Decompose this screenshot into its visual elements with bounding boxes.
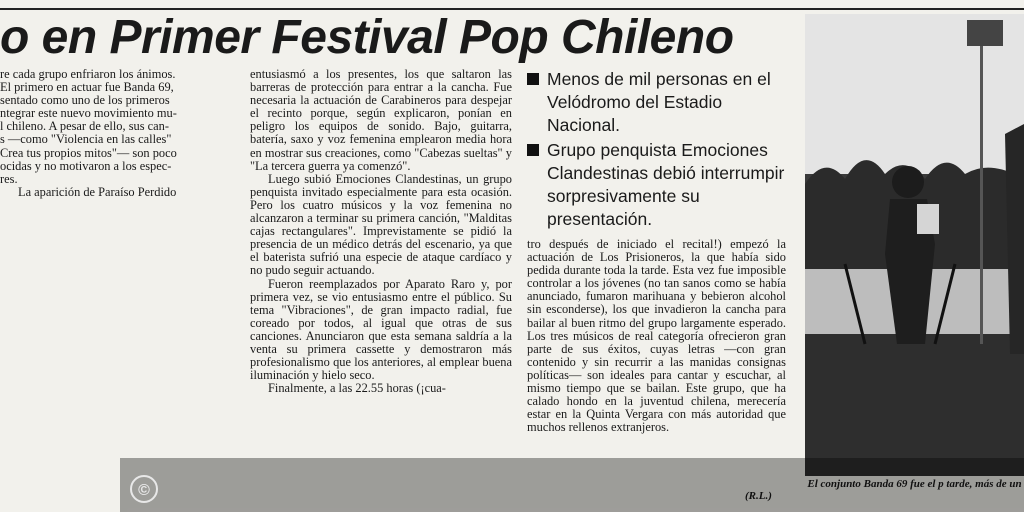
col1-line: s —como "Violencia en las calles" <box>0 132 172 147</box>
photo-illustration <box>805 14 1024 476</box>
col1-line: ntegrar este nuevo movimiento mu- <box>0 106 177 121</box>
copyright-icon: © <box>130 475 158 503</box>
bullet-square-icon <box>527 73 539 85</box>
concert-photo <box>805 14 1024 476</box>
paragraph: Fueron reemplazados por Aparato Raro y, por primera vez, se vio entusiasmo entre el público. Su tema "Vibraciones", de gran impacto radial, fue coreado por todos, al igual que otras de sus canciones. Anunciaron que esta semana saldría a la venta su primera cassette y demostraron más profesionalismo que los anteriores, al emplear buena iluminación y hielo seco. <box>250 276 512 383</box>
col1-line: La aparición de Paraíso Perdido <box>18 184 177 199</box>
author-signature: (R.L.) <box>745 490 772 502</box>
col1-line: Crea tus propios mitos"— son poco <box>0 145 177 160</box>
column-1 <box>0 68 236 208</box>
col1-line: re cada grupo enfriaron los ánimos. <box>0 68 176 81</box>
photo-caption: El conjunto Banda 69 fue el p tarde, más de un <box>807 478 1022 490</box>
bullet-item <box>527 68 789 137</box>
column-2 <box>250 68 512 508</box>
col1-line: sentado como uno de los primeros <box>0 93 170 108</box>
bullet-text: Grupo penquista Emociones Clandestinas debió interrumpir sorpresivamente su presentación. <box>547 140 785 229</box>
bullet-text: Menos de mil personas en el Velódromo del Estadio Nacional. <box>547 69 771 135</box>
paragraph: entusiasmó a los presentes, los que saltaron las barreras de protección para entrar a la cancha. Fue necesaria la actuación de Carabineros para despejar el recinto porque, según explicaron, ponían en peligro los equipos de sonido. Bajo, guitarra, batería, saxo y voz femenina emplearon media hora en mostrar sus creaciones, como "Cabezas sueltas" y "La tercera guerra ya comenzó". <box>250 68 512 173</box>
headline: o en Primer Festival Pop Chileno <box>0 11 734 64</box>
col1-line: l chileno. A pesar de ello, sus can- <box>0 119 169 134</box>
col1-line: res. <box>0 171 18 186</box>
bullet-item <box>527 139 789 231</box>
col1-line: ocidas y no motivaron a los espec- <box>0 158 172 173</box>
paragraph: Finalmente, a las 22.55 horas (¡cua- <box>268 381 446 396</box>
paragraph: tro después de iniciado el recital!) empezó la actuación de Los Prisioneros, la que había sido pedida durante toda la tarde. Esta vez fue imposible controlar a los jóvenes (no tan sanos como se había anunciado, fumaron marihuana y bebieron alcohol sin esconderse), los que invadieron la cancha para bailar al buen ritmo del grupo largamente esperado. Los tres músicos de real categoría ofrecieron gran parte de sus éxitos, cuyas letras —con gran contenido y sin recurrir a las manidas consignas políticas— son ideales para cantar y escuchar, al mismo tiempo que se bailan. Este grupo, que ha calado hondo en la juventud chilena, merecería estar en la Quinta Vergara con más autoridad que muchos rellenos extranjeros. <box>527 238 786 435</box>
bullet-square-icon <box>527 144 539 156</box>
paragraph: Luego subió Emociones Clandestinas, un grupo penquista invitado especialmente para esta ocasión. Pero los cuatro músicos y la voz femenina no alcanzaron a terminar su primera canción, "Malditas cajas rectangulares". Imprevistamente se pidió la presencia de un médico detrás del escenario, ya que el baterista sufrió una especie de ataque cardíaco y no pudo seguir actuando. <box>250 171 512 278</box>
col1-line: El primero en actuar fue Banda 69, <box>0 80 174 95</box>
watermark-overlay <box>120 458 1024 512</box>
bullet-highlights <box>527 68 789 233</box>
